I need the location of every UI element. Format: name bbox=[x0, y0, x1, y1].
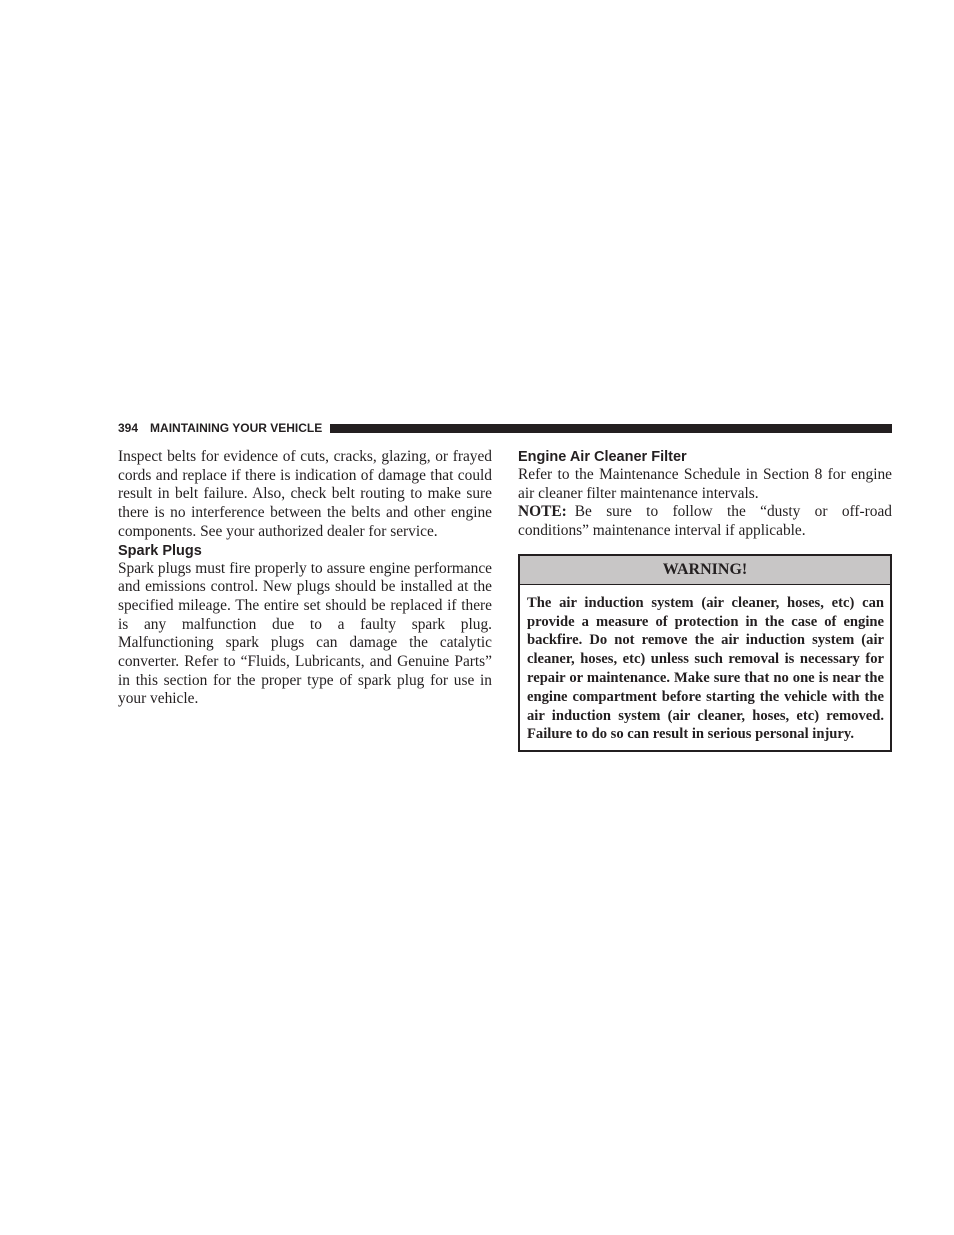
spark-plugs-paragraph: Spark plugs must fire properly to assure engine performance and emissions control. New plugs should be installed at the specified mileage. The entire set should be replaced if there is any malfunction due to a faulty spark plug. Malfunctioning spark plugs can damage the catalytic converter. Refer to “Fluids, Lubricants, and Genuine Parts” in this section for the proper type of spark plug for use in your vehicle. bbox=[118, 559, 492, 708]
belts-paragraph: Inspect belts for evidence of cuts, cracks, glazing, or frayed cords and replace if there is indication of damage that could result in belt failure. Also, check belt routing to make sure there is no interference between the belts and other engine components. See your authorized dealer for service. bbox=[118, 448, 492, 540]
right-column bbox=[518, 448, 892, 752]
air-filter-paragraph: Refer to the Maintenance Schedule in Section 8 for engine air cleaner filter maintenance intervals. bbox=[518, 466, 892, 502]
left-column bbox=[118, 448, 492, 709]
warning-box bbox=[518, 554, 892, 752]
note-text: Be sure to follow the “dusty or off-road conditions” maintenance interval if applicable. bbox=[518, 503, 892, 540]
page-number: 394 bbox=[118, 421, 139, 435]
note-paragraph bbox=[518, 503, 892, 540]
page-header bbox=[118, 419, 892, 437]
warning-title: WARNING! bbox=[520, 556, 890, 585]
spark-plugs-heading: Spark Plugs bbox=[118, 542, 202, 559]
air-filter-heading: Engine Air Cleaner Filter bbox=[518, 449, 687, 465]
header-rule bbox=[330, 424, 892, 433]
note-label: NOTE: bbox=[518, 503, 567, 521]
warning-text: The air induction system (air cleaner, hoses, etc) can provide a measure of protection in the case of engine backfire. Do not remove the air induction system (air cleaner, hoses, etc) unless such removal is necessary for repair or maintenance. Make sure that no one is near the engine compartment before starting the vehicle with the air induction system (air cleaner, hoses, etc) removed. Failure to do so can result in serious personal injury. bbox=[527, 594, 884, 743]
section-title: MAINTAINING YOUR VEHICLE bbox=[150, 421, 323, 435]
